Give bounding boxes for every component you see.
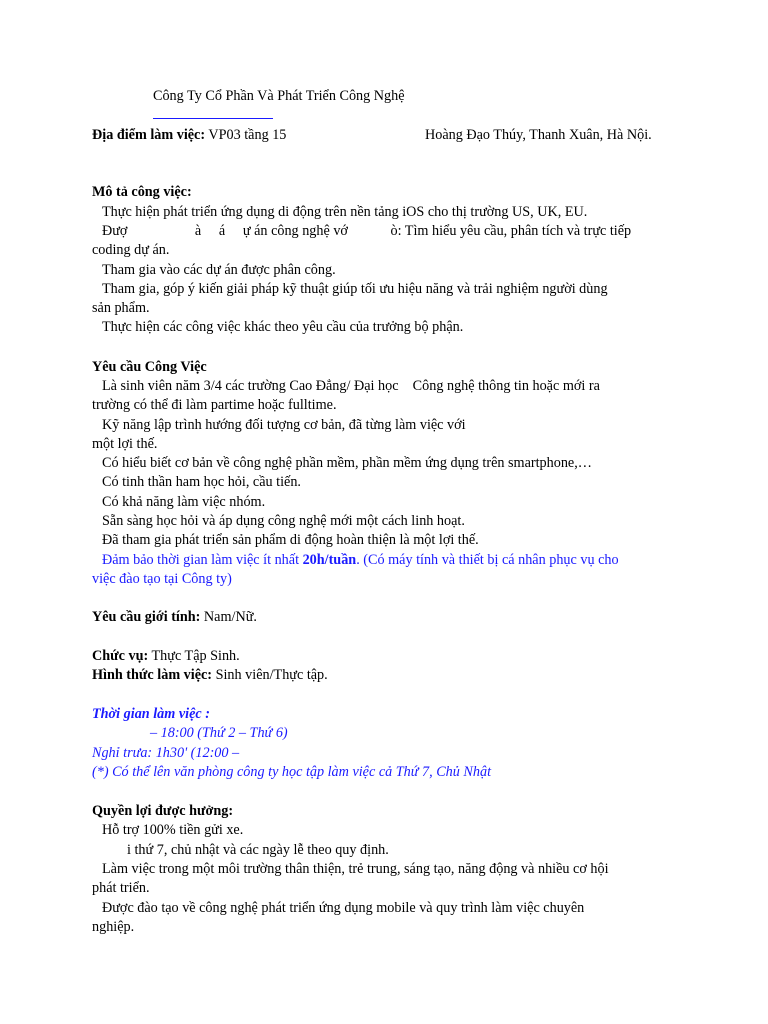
location-line [92, 126, 286, 145]
benefit-line: Được đào tạo về công nghệ phát triển ứng dụng mobile và quy trình làm việc chuyên [102, 900, 585, 916]
benefits-title: Quyền lợi được hưởng: [92, 803, 234, 819]
requirement-line: Kỹ năng lập trình hướng đối tượng cơ bản, đã từng làm việc với [102, 417, 466, 433]
schedule-hours: – 18:00 (Thứ 2 – Thứ 6) [150, 725, 288, 741]
position-label: Chức vụ: [92, 648, 149, 664]
benefit-line: i thứ 7, chủ nhật và các ngày lễ theo quy định. [127, 842, 389, 858]
schedule-title: Thời gian làm việc : [92, 706, 210, 722]
benefit-line: Hỗ trợ 100% tiền gửi xe. [102, 822, 244, 838]
gender-value: Nam/Nữ. [200, 609, 257, 625]
description-line: coding dự án. [92, 242, 170, 258]
benefit-line: nghiệp. [92, 919, 135, 935]
requirement-line: một lợi thế. [92, 436, 158, 452]
time-requirement-line-2: việc đào tạo tại Công ty) [92, 571, 232, 587]
requirement-line: Đã tham gia phát triển sản phẩm di động hoàn thiện là một lợi thế. [102, 532, 479, 548]
description-line: Thực hiện các công việc khác theo yêu cầu của trưởng bộ phận. [102, 319, 464, 335]
requirement-line: trường có thể đi làm partime hoặc fulltime. [92, 397, 337, 413]
position-line [92, 647, 240, 666]
requirements-title: Yêu cầu Công Việc [92, 359, 207, 375]
work-type-line [92, 666, 328, 685]
requirement-line: Có hiểu biết cơ bản về công nghệ phần mềm, phần mềm ứng dụng trên smartphone,… [102, 455, 592, 471]
company-name: Công Ty Cổ Phần Và Phát Triển Công Nghệ [153, 88, 405, 104]
location-label: Địa điểm làm việc: [92, 127, 206, 143]
benefit-line: Làm việc trong một môi trường thân thiện, trẻ trung, sáng tạo, năng động và nhiều cơ hội [102, 861, 609, 877]
description-line: Đượ à á ự án công nghệ vớ ò: Tìm hiểu yêu cầu, phân tích và trực tiếp [102, 223, 632, 239]
gender-line [92, 608, 257, 627]
position-value: Thực Tập Sinh. [148, 648, 240, 664]
description-title: Mô tả công việc: [92, 184, 192, 200]
requirement-line: Có tinh thần ham học hỏi, cầu tiến. [102, 474, 301, 490]
requirement-line: Là sinh viên năm 3/4 các trường Cao Đẳng/ Đại học Công nghệ thông tin hoặc mới ra [102, 378, 600, 394]
description-line: Tham gia vào các dự án được phân công. [102, 262, 336, 278]
gender-label: Yêu cầu giới tính: [92, 609, 201, 625]
schedule-break: Nghỉ trưa: 1h30' (12:00 – [92, 745, 240, 761]
requirement-line: Sẵn sàng học hỏi và áp dụng công nghệ mới một cách linh hoạt. [102, 513, 465, 529]
description-line: sản phẩm. [92, 300, 150, 316]
time-requirement-line [102, 551, 619, 570]
description-line: Tham gia, góp ý kiến giải pháp kỹ thuật giúp tối ưu hiệu năng và trải nghiệm người dùng [102, 281, 608, 297]
work-type-label: Hình thức làm việc: [92, 667, 213, 683]
location-address: Hoàng Đạo Thúy, Thanh Xuân, Hà Nội. [425, 127, 652, 143]
time-requirement-text: Đảm bảo thời gian làm việc ít nhất [102, 552, 303, 568]
requirement-line: Có khả năng làm việc nhóm. [102, 494, 266, 510]
schedule-note: (*) Có thể lên văn phòng công ty học tập làm việc cả Thứ 7, Chủ Nhật [92, 764, 492, 780]
location-value: VP03 tầng 15 [205, 127, 287, 143]
work-type-value: Sinh viên/Thực tập. [212, 667, 328, 683]
time-requirement-note: . (Có máy tính và thiết bị cá nhân phục vụ cho [356, 552, 619, 568]
underline-rule [153, 118, 273, 119]
hours-per-week: 20h/tuần [302, 552, 357, 568]
description-line: Thực hiện phát triển ứng dụng di động trên nền tảng iOS cho thị trường US, UK, EU. [102, 204, 588, 220]
benefit-line: phát triển. [92, 880, 150, 896]
